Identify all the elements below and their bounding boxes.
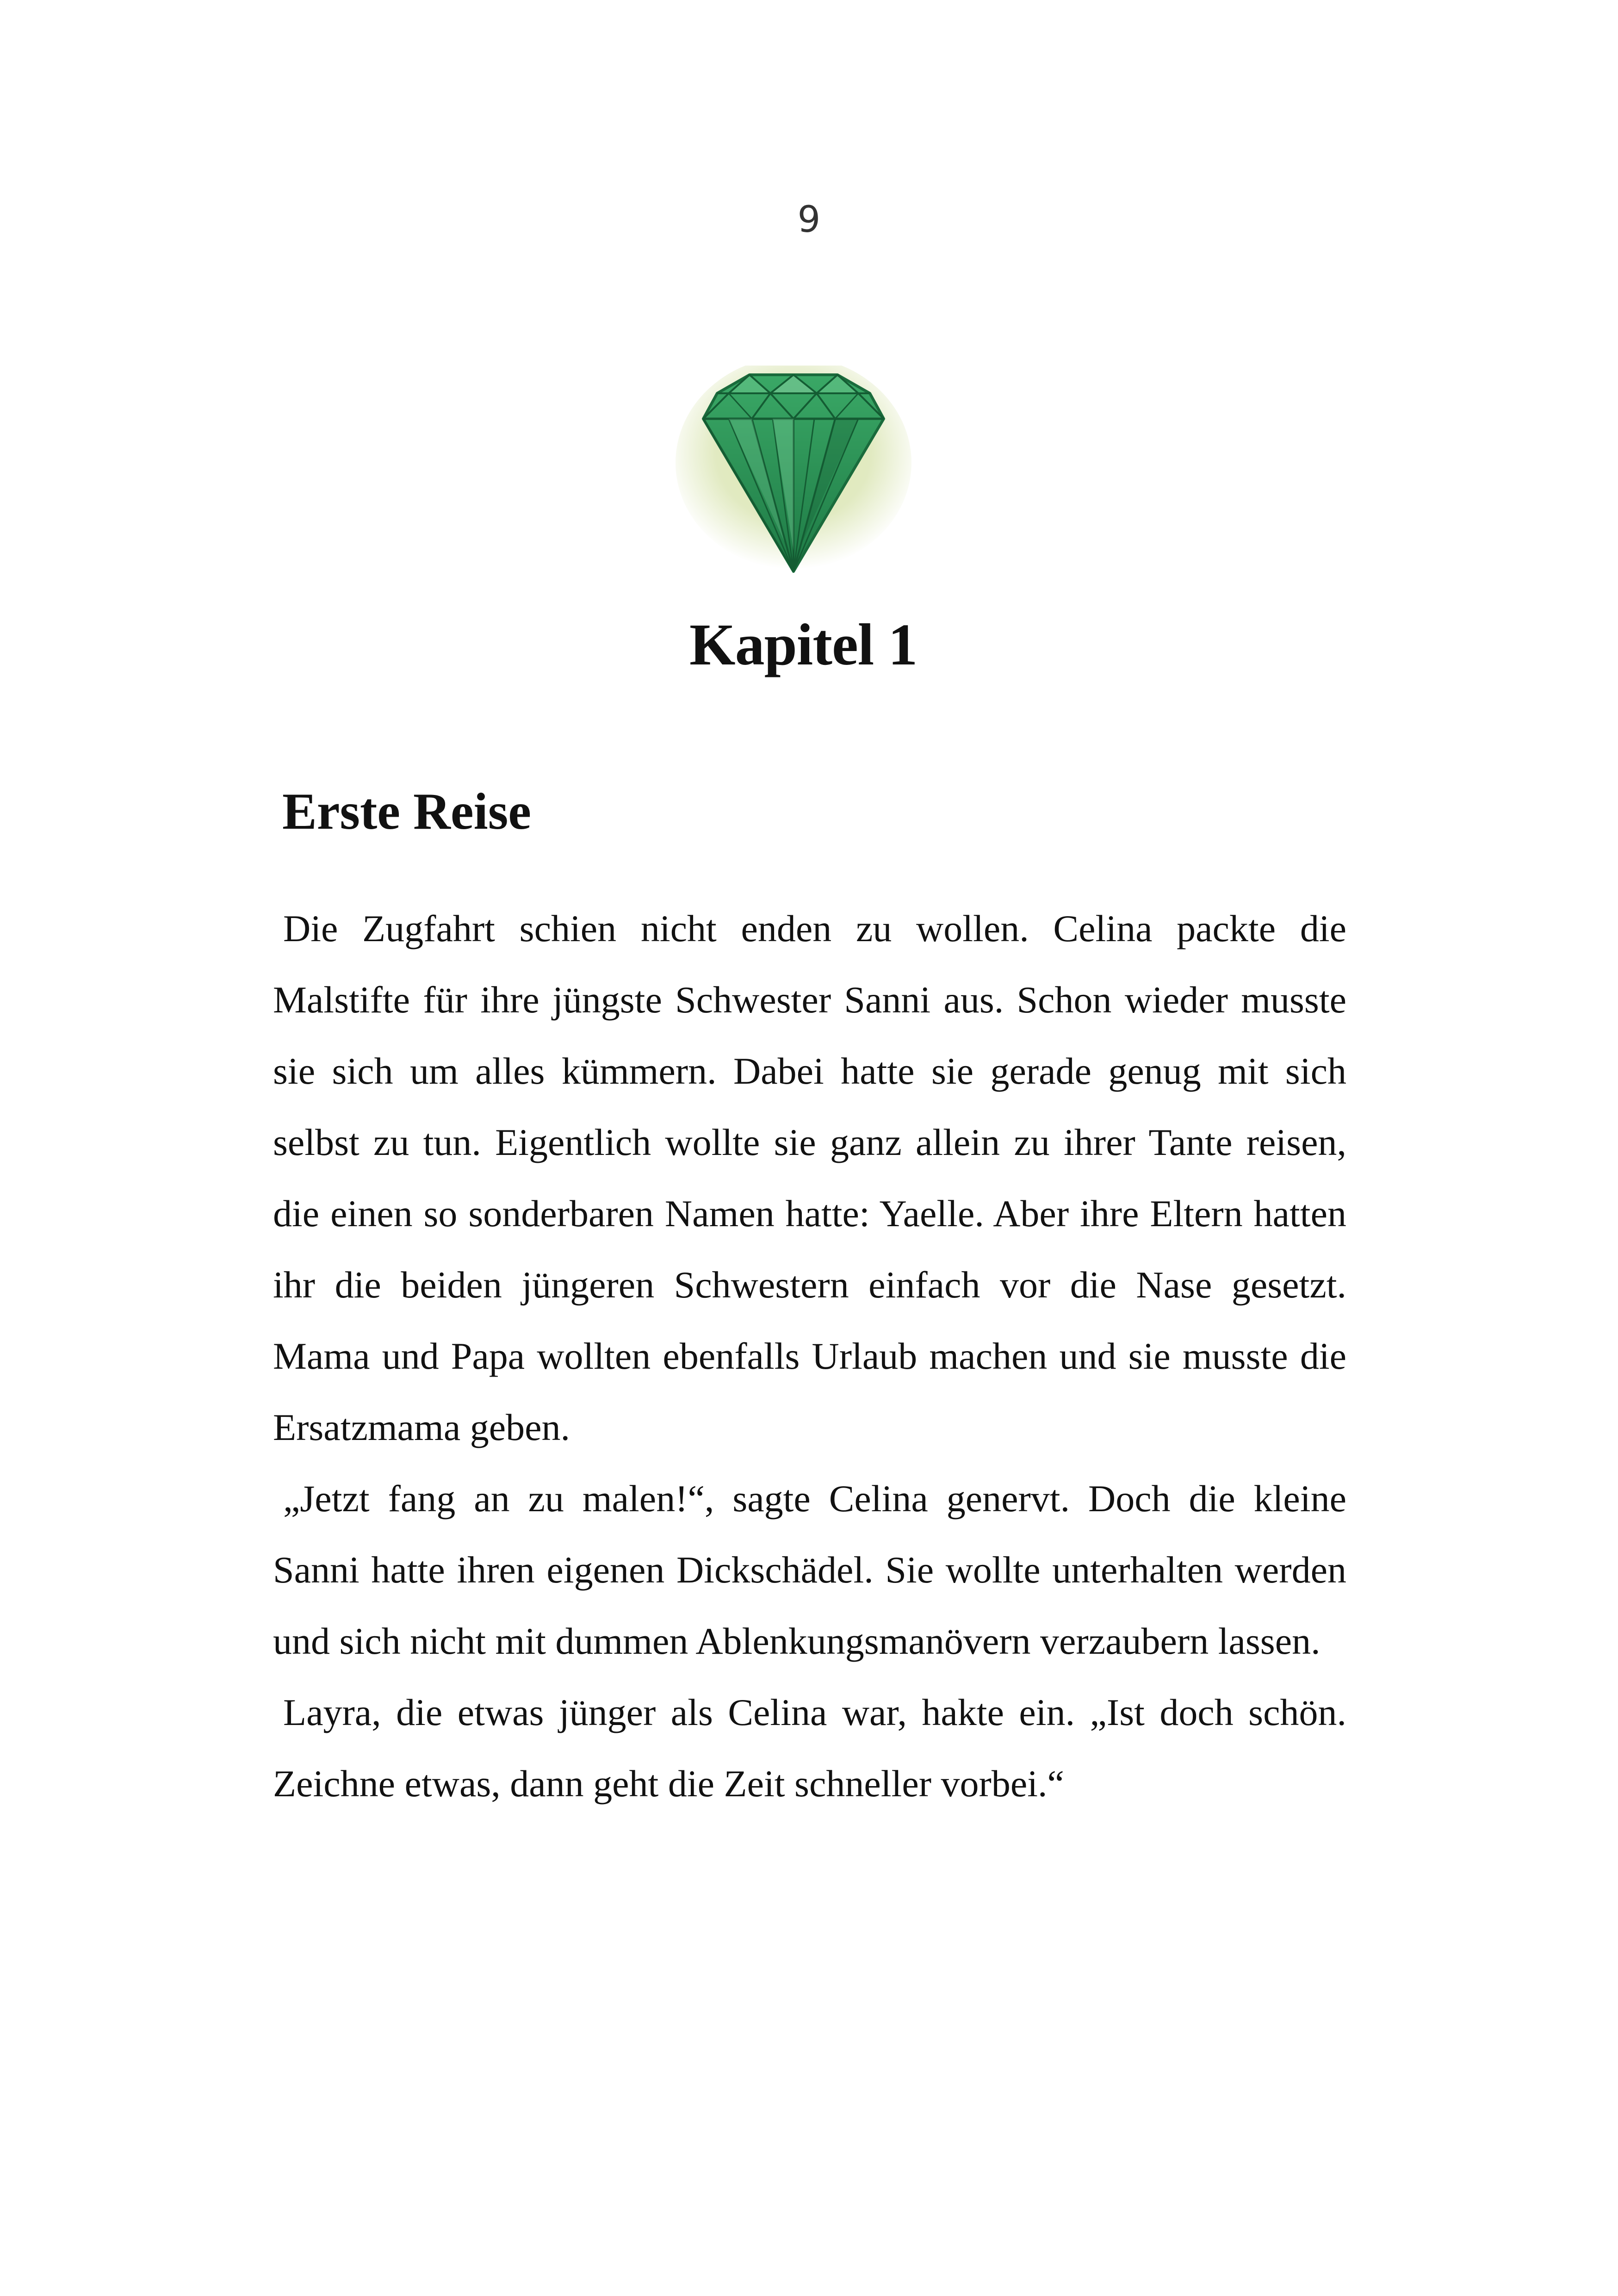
emerald-gem-icon <box>673 366 914 583</box>
paragraph: Die Zugfahrt schien nicht enden zu wollen. Celina packte die Malstifte für ihre jüngste Schwester Sanni aus. Schon wieder musste sie sich um alles kümmern. Dabei hatte sie gerade genug mit sich selbst zu tun. Eigentlich wollte sie ganz allein zu ihrer Tante reisen, die einen so sonderbaren Namen hatte: Yaelle. Aber ihre Eltern hatten ihr die beiden jüngeren Schwestern einfach vor die Nase gesetzt. Mama und Papa wollten ebenfalls Urlaub machen und sie musste die Ersatzmama geben. <box>273 907 1346 1448</box>
page-number: 9 <box>797 199 821 241</box>
section-title: Erste Reise <box>282 783 532 840</box>
paragraph: „Jetzt fang an zu malen!“, sagte Celina genervt. Doch die kleine Sanni hatte ihren eigenen Dickschädel. Sie wollte unterhalten werden und sich nicht mit dummen Ablenkungsmanövern verzaubern lassen. <box>273 1477 1346 1662</box>
chapter-title: Kapitel 1 <box>689 612 917 677</box>
body-text <box>273 893 1346 1819</box>
paragraph: Layra, die etwas jünger als Celina war, hakte ein. „Ist doch schön. Zeichne etwas, dann geht die Zeit schneller vorbei.“ <box>273 1691 1346 1805</box>
